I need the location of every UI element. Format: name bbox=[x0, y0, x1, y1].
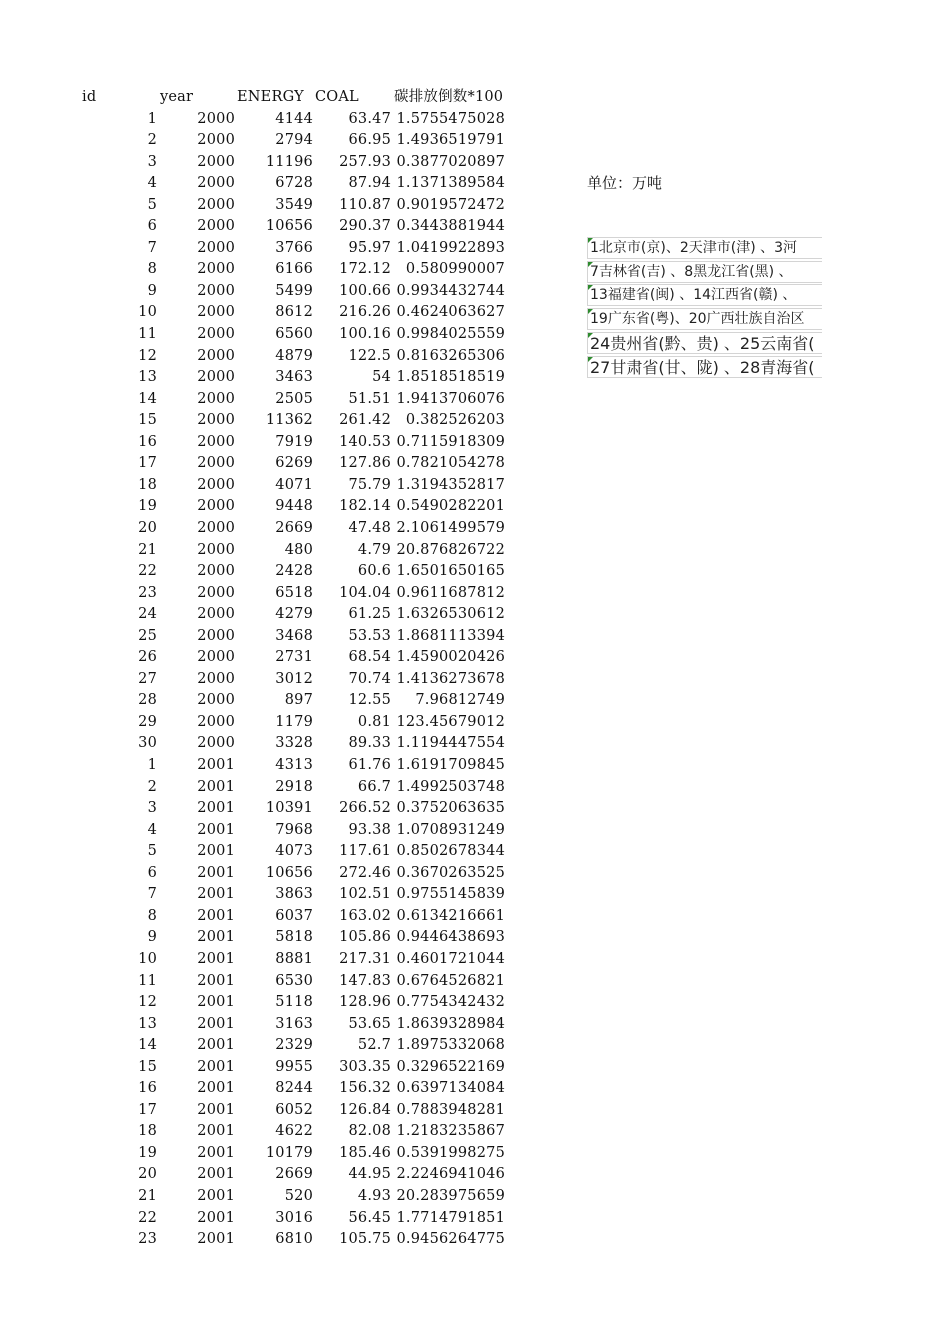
cell-year[interactable]: 2001 bbox=[197, 843, 235, 860]
cell-year[interactable]: 2001 bbox=[197, 1123, 235, 1140]
cell-carbon-inverse[interactable]: 0.9446438693 bbox=[396, 929, 505, 946]
cell-coal[interactable]: 185.46 bbox=[339, 1144, 391, 1161]
cell-year[interactable]: 2000 bbox=[197, 519, 235, 536]
cell-coal[interactable]: 105.75 bbox=[339, 1231, 391, 1248]
cell-coal[interactable]: 95.97 bbox=[348, 239, 391, 256]
cell-year[interactable]: 2000 bbox=[197, 282, 235, 299]
cell-carbon-inverse[interactable]: 1.4590020426 bbox=[396, 649, 505, 666]
cell-energy[interactable]: 10391 bbox=[265, 800, 313, 817]
cell-coal[interactable]: 290.37 bbox=[339, 218, 391, 235]
cell-carbon-inverse[interactable]: 0.6134216661 bbox=[396, 907, 505, 924]
cell-carbon-inverse[interactable]: 1.8975332068 bbox=[396, 1037, 505, 1054]
cell-coal[interactable]: 100.16 bbox=[339, 326, 391, 342]
cell-energy[interactable]: 11196 bbox=[265, 153, 313, 170]
cell-id[interactable]: 17 bbox=[138, 455, 157, 472]
cell-year[interactable]: 2001 bbox=[197, 1231, 235, 1248]
cell-energy[interactable]: 2794 bbox=[275, 132, 313, 149]
cell-id[interactable]: 21 bbox=[138, 541, 157, 558]
cell-year[interactable]: 2000 bbox=[197, 326, 235, 342]
cell-id[interactable]: 8 bbox=[147, 907, 157, 924]
cell-energy[interactable]: 3766 bbox=[275, 239, 313, 256]
cell-energy[interactable]: 4071 bbox=[275, 476, 313, 493]
cell-id[interactable]: 9 bbox=[147, 929, 157, 946]
cell-carbon-inverse[interactable]: 1.7714791851 bbox=[396, 1209, 505, 1226]
cell-year[interactable]: 2001 bbox=[197, 1058, 235, 1075]
cell-id[interactable]: 18 bbox=[138, 476, 157, 493]
cell-carbon-inverse[interactable]: 0.3296522169 bbox=[396, 1058, 505, 1075]
cell-id[interactable]: 9 bbox=[147, 282, 157, 299]
cell-id[interactable]: 4 bbox=[147, 175, 157, 192]
cell-coal[interactable]: 261.42 bbox=[339, 412, 391, 429]
cell-energy[interactable]: 3163 bbox=[275, 1015, 313, 1032]
cell-coal[interactable]: 147.83 bbox=[339, 972, 391, 989]
cell-carbon-inverse[interactable]: 0.7821054278 bbox=[396, 455, 505, 472]
header-energy[interactable]: ENERGY bbox=[237, 89, 304, 105]
cell-carbon-inverse[interactable]: 2.1061499579 bbox=[396, 519, 505, 536]
cell-energy[interactable]: 2329 bbox=[275, 1037, 313, 1054]
cell-coal[interactable]: 51.51 bbox=[348, 390, 391, 407]
cell-carbon-inverse[interactable]: 1.0419922893 bbox=[396, 239, 505, 256]
cell-id[interactable]: 11 bbox=[138, 972, 157, 989]
cell-energy[interactable]: 4879 bbox=[275, 347, 313, 364]
cell-energy[interactable]: 2505 bbox=[275, 390, 313, 407]
cell-carbon-inverse[interactable]: 0.3877020897 bbox=[396, 153, 505, 170]
cell-year[interactable]: 2001 bbox=[197, 1166, 235, 1183]
cell-id[interactable]: 23 bbox=[138, 1231, 157, 1248]
cell-energy[interactable]: 10656 bbox=[265, 864, 313, 881]
cell-coal[interactable]: 172.12 bbox=[339, 261, 391, 278]
cell-id[interactable]: 6 bbox=[147, 864, 157, 881]
cell-year[interactable]: 2000 bbox=[197, 713, 235, 730]
cell-coal[interactable]: 182.14 bbox=[339, 498, 391, 515]
province-note-cell[interactable]: 24贵州省(黔、贵) 、25云南省( bbox=[587, 332, 822, 354]
cell-id[interactable]: 30 bbox=[138, 735, 157, 752]
cell-coal[interactable]: 126.84 bbox=[339, 1101, 391, 1118]
cell-year[interactable]: 2001 bbox=[197, 994, 235, 1011]
cell-year[interactable]: 2000 bbox=[197, 692, 235, 709]
cell-coal[interactable]: 266.52 bbox=[339, 800, 391, 817]
cell-id[interactable]: 3 bbox=[147, 800, 157, 817]
cell-year[interactable]: 2001 bbox=[197, 1144, 235, 1161]
cell-carbon-inverse[interactable]: 0.4624063627 bbox=[396, 304, 505, 321]
cell-carbon-inverse[interactable]: 1.4992503748 bbox=[396, 778, 505, 795]
cell-id[interactable]: 10 bbox=[138, 304, 157, 321]
cell-coal[interactable]: 117.61 bbox=[339, 843, 391, 860]
cell-year[interactable]: 2000 bbox=[197, 412, 235, 429]
cell-year[interactable]: 2001 bbox=[197, 907, 235, 924]
cell-energy[interactable]: 3549 bbox=[275, 196, 313, 213]
header-id[interactable]: id bbox=[82, 89, 97, 105]
cell-coal[interactable]: 87.94 bbox=[348, 175, 391, 192]
cell-year[interactable]: 2000 bbox=[197, 304, 235, 321]
cell-carbon-inverse[interactable]: 123.45679012 bbox=[396, 713, 505, 730]
cell-coal[interactable]: 104.04 bbox=[339, 584, 391, 601]
cell-energy[interactable]: 4073 bbox=[275, 843, 313, 860]
cell-energy[interactable]: 2918 bbox=[275, 778, 313, 795]
cell-year[interactable]: 2000 bbox=[197, 153, 235, 170]
cell-energy[interactable]: 9448 bbox=[275, 498, 313, 515]
cell-year[interactable]: 2000 bbox=[197, 627, 235, 644]
cell-year[interactable]: 2000 bbox=[197, 175, 235, 192]
cell-id[interactable]: 26 bbox=[138, 649, 157, 666]
cell-carbon-inverse[interactable]: 0.4601721044 bbox=[396, 950, 505, 967]
cell-energy[interactable]: 3328 bbox=[275, 735, 313, 752]
cell-coal[interactable]: 105.86 bbox=[339, 929, 391, 946]
cell-energy[interactable]: 2731 bbox=[275, 649, 313, 666]
cell-carbon-inverse[interactable]: 1.9413706076 bbox=[396, 390, 505, 407]
cell-energy[interactable]: 6037 bbox=[275, 907, 313, 924]
cell-id[interactable]: 20 bbox=[138, 519, 157, 536]
cell-energy[interactable]: 4279 bbox=[275, 606, 313, 623]
cell-carbon-inverse[interactable]: 0.3670263525 bbox=[396, 864, 505, 881]
cell-year[interactable]: 2000 bbox=[197, 261, 235, 278]
cell-id[interactable]: 5 bbox=[147, 843, 157, 860]
cell-carbon-inverse[interactable]: 0.5490282201 bbox=[396, 498, 505, 515]
cell-energy[interactable]: 520 bbox=[284, 1188, 313, 1204]
cell-energy[interactable]: 6810 bbox=[275, 1231, 313, 1248]
cell-energy[interactable]: 6530 bbox=[275, 972, 313, 989]
province-note-cell[interactable]: 1北京市(京)、2天津市(津) 、3河 bbox=[587, 237, 822, 259]
cell-year[interactable]: 2000 bbox=[197, 606, 235, 623]
cell-carbon-inverse[interactable]: 0.382526203 bbox=[405, 412, 505, 429]
cell-carbon-inverse[interactable]: 7.96812749 bbox=[415, 692, 505, 709]
cell-carbon-inverse[interactable]: 0.7883948281 bbox=[396, 1101, 505, 1118]
header-year[interactable]: year bbox=[160, 89, 194, 105]
cell-coal[interactable]: 257.93 bbox=[339, 153, 391, 170]
cell-year[interactable]: 2001 bbox=[197, 778, 235, 795]
cell-energy[interactable]: 6052 bbox=[275, 1101, 313, 1118]
cell-id[interactable]: 3 bbox=[147, 153, 157, 170]
cell-energy[interactable]: 10179 bbox=[265, 1144, 313, 1161]
cell-coal[interactable]: 110.87 bbox=[339, 196, 391, 213]
cell-year[interactable]: 2001 bbox=[197, 1209, 235, 1226]
cell-carbon-inverse[interactable]: 1.2183235867 bbox=[396, 1123, 505, 1140]
cell-year[interactable]: 2001 bbox=[197, 1037, 235, 1054]
cell-energy[interactable]: 3863 bbox=[275, 886, 313, 903]
cell-id[interactable]: 25 bbox=[138, 627, 157, 644]
cell-carbon-inverse[interactable]: 0.3752063635 bbox=[396, 800, 505, 817]
cell-id[interactable]: 11 bbox=[138, 326, 157, 342]
cell-id[interactable]: 8 bbox=[147, 261, 157, 278]
cell-coal[interactable]: 127.86 bbox=[339, 455, 391, 472]
cell-carbon-inverse[interactable]: 0.9456264775 bbox=[396, 1231, 505, 1248]
cell-carbon-inverse[interactable]: 0.7115918309 bbox=[396, 433, 505, 450]
cell-id[interactable]: 13 bbox=[138, 369, 157, 386]
cell-id[interactable]: 16 bbox=[138, 1080, 157, 1097]
cell-carbon-inverse[interactable]: 1.0708931249 bbox=[396, 821, 505, 838]
cell-energy[interactable]: 6269 bbox=[275, 455, 313, 472]
cell-id[interactable]: 15 bbox=[138, 412, 157, 429]
cell-id[interactable]: 14 bbox=[138, 1037, 157, 1054]
cell-coal[interactable]: 100.66 bbox=[339, 282, 391, 299]
cell-energy[interactable]: 3012 bbox=[275, 670, 313, 687]
cell-carbon-inverse[interactable]: 1.1371389584 bbox=[396, 175, 505, 192]
cell-carbon-inverse[interactable]: 0.9755145839 bbox=[396, 886, 505, 903]
cell-coal[interactable]: 4.79 bbox=[357, 541, 391, 558]
cell-carbon-inverse[interactable]: 0.580990007 bbox=[405, 261, 505, 278]
cell-energy[interactable]: 4622 bbox=[275, 1123, 313, 1140]
cell-coal[interactable]: 272.46 bbox=[339, 864, 391, 881]
cell-year[interactable]: 2000 bbox=[197, 455, 235, 472]
cell-coal[interactable]: 70.74 bbox=[348, 670, 391, 687]
cell-energy[interactable]: 2669 bbox=[275, 1166, 313, 1183]
cell-id[interactable]: 27 bbox=[138, 670, 157, 687]
cell-year[interactable]: 2000 bbox=[197, 670, 235, 687]
cell-year[interactable]: 2000 bbox=[197, 735, 235, 752]
province-note-cell[interactable]: 27甘肃省(甘、陇) 、28青海省( bbox=[587, 356, 822, 378]
cell-coal[interactable]: 122.5 bbox=[348, 347, 391, 364]
cell-id[interactable]: 2 bbox=[147, 778, 157, 795]
cell-energy[interactable]: 7968 bbox=[275, 821, 313, 838]
header-carbon-inverse[interactable]: 碳排放倒数*100 bbox=[394, 89, 504, 105]
cell-year[interactable]: 2000 bbox=[197, 476, 235, 493]
cell-year[interactable]: 2000 bbox=[197, 433, 235, 450]
cell-coal[interactable]: 47.48 bbox=[348, 519, 391, 536]
cell-energy[interactable]: 6560 bbox=[275, 326, 313, 342]
cell-year[interactable]: 2001 bbox=[197, 1101, 235, 1118]
cell-year[interactable]: 2001 bbox=[197, 864, 235, 881]
cell-energy[interactable]: 6518 bbox=[275, 584, 313, 601]
cell-energy[interactable]: 7919 bbox=[275, 433, 313, 450]
cell-id[interactable]: 19 bbox=[138, 1144, 157, 1161]
cell-carbon-inverse[interactable]: 20.283975659 bbox=[396, 1188, 505, 1204]
cell-id[interactable]: 12 bbox=[138, 994, 157, 1011]
cell-id[interactable]: 23 bbox=[138, 584, 157, 601]
cell-energy[interactable]: 6728 bbox=[275, 175, 313, 192]
cell-year[interactable]: 2000 bbox=[197, 390, 235, 407]
cell-id[interactable]: 5 bbox=[147, 196, 157, 213]
cell-id[interactable]: 13 bbox=[138, 1015, 157, 1032]
cell-carbon-inverse[interactable]: 1.6191709845 bbox=[396, 757, 505, 773]
cell-carbon-inverse[interactable]: 2.2246941046 bbox=[396, 1166, 505, 1183]
cell-carbon-inverse[interactable]: 1.8639328984 bbox=[396, 1015, 505, 1032]
cell-id[interactable]: 21 bbox=[138, 1188, 157, 1204]
cell-id[interactable]: 22 bbox=[138, 1209, 157, 1226]
cell-year[interactable]: 2001 bbox=[197, 886, 235, 903]
cell-coal[interactable]: 66.95 bbox=[348, 132, 391, 149]
cell-energy[interactable]: 2428 bbox=[275, 563, 313, 580]
cell-id[interactable]: 7 bbox=[147, 239, 157, 256]
cell-energy[interactable]: 3016 bbox=[275, 1209, 313, 1226]
cell-coal[interactable]: 0.81 bbox=[357, 713, 391, 730]
cell-energy[interactable]: 480 bbox=[284, 541, 313, 558]
cell-carbon-inverse[interactable]: 1.3194352817 bbox=[396, 476, 505, 493]
cell-carbon-inverse[interactable]: 0.6764526821 bbox=[396, 972, 505, 989]
cell-carbon-inverse[interactable]: 1.8518518519 bbox=[396, 369, 505, 386]
cell-coal[interactable]: 54 bbox=[372, 369, 391, 386]
cell-energy[interactable]: 897 bbox=[284, 692, 313, 709]
header-coal[interactable]: COAL bbox=[315, 89, 359, 105]
cell-coal[interactable]: 75.79 bbox=[348, 476, 391, 493]
cell-coal[interactable]: 82.08 bbox=[348, 1123, 391, 1140]
cell-coal[interactable]: 68.54 bbox=[348, 649, 391, 666]
cell-coal[interactable]: 63.47 bbox=[348, 110, 391, 127]
cell-energy[interactable]: 3468 bbox=[275, 627, 313, 644]
cell-coal[interactable]: 163.02 bbox=[339, 907, 391, 924]
cell-energy[interactable]: 11362 bbox=[265, 412, 313, 429]
cell-coal[interactable]: 102.51 bbox=[339, 886, 391, 903]
cell-energy[interactable]: 8612 bbox=[275, 304, 313, 321]
cell-coal[interactable]: 140.53 bbox=[339, 433, 391, 450]
cell-coal[interactable]: 44.95 bbox=[348, 1166, 391, 1183]
cell-energy[interactable]: 5499 bbox=[275, 282, 313, 299]
cell-id[interactable]: 1 bbox=[147, 757, 157, 773]
cell-energy[interactable]: 2669 bbox=[275, 519, 313, 536]
cell-id[interactable]: 15 bbox=[138, 1058, 157, 1075]
cell-coal[interactable]: 12.55 bbox=[348, 692, 391, 709]
cell-carbon-inverse[interactable]: 20.876826722 bbox=[396, 541, 505, 558]
cell-id[interactable]: 18 bbox=[138, 1123, 157, 1140]
cell-id[interactable]: 28 bbox=[138, 692, 157, 709]
cell-year[interactable]: 2001 bbox=[197, 950, 235, 967]
cell-coal[interactable]: 52.7 bbox=[357, 1037, 391, 1054]
unit-label[interactable]: 单位：万吨 bbox=[587, 174, 663, 192]
cell-id[interactable]: 10 bbox=[138, 950, 157, 967]
cell-carbon-inverse[interactable]: 1.4136273678 bbox=[396, 670, 505, 687]
cell-year[interactable]: 2001 bbox=[197, 1080, 235, 1097]
cell-year[interactable]: 2000 bbox=[197, 132, 235, 149]
cell-coal[interactable]: 128.96 bbox=[339, 994, 391, 1011]
cell-coal[interactable]: 93.38 bbox=[348, 821, 391, 838]
cell-energy[interactable]: 8881 bbox=[275, 950, 313, 967]
cell-carbon-inverse[interactable]: 0.9611687812 bbox=[396, 584, 505, 601]
cell-carbon-inverse[interactable]: 1.8681113394 bbox=[396, 627, 505, 644]
cell-energy[interactable]: 10656 bbox=[265, 218, 313, 235]
cell-coal[interactable]: 156.32 bbox=[339, 1080, 391, 1097]
cell-year[interactable]: 2000 bbox=[197, 239, 235, 256]
cell-id[interactable]: 7 bbox=[147, 886, 157, 903]
cell-id[interactable]: 22 bbox=[138, 563, 157, 580]
cell-id[interactable]: 2 bbox=[147, 132, 157, 149]
cell-year[interactable]: 2000 bbox=[197, 110, 235, 127]
cell-year[interactable]: 2000 bbox=[197, 541, 235, 558]
cell-coal[interactable]: 89.33 bbox=[348, 735, 391, 752]
cell-carbon-inverse[interactable]: 0.3443881944 bbox=[396, 218, 505, 235]
cell-coal[interactable]: 4.93 bbox=[357, 1188, 391, 1204]
cell-carbon-inverse[interactable]: 0.5391998275 bbox=[396, 1144, 505, 1161]
cell-energy[interactable]: 9955 bbox=[275, 1058, 313, 1075]
cell-carbon-inverse[interactable]: 0.9934432744 bbox=[396, 282, 505, 299]
cell-year[interactable]: 2000 bbox=[197, 347, 235, 364]
province-note-cell[interactable]: 7吉林省(吉) 、8黑龙江省(黑) 、 bbox=[587, 261, 822, 283]
cell-carbon-inverse[interactable]: 0.9019572472 bbox=[396, 196, 505, 213]
cell-year[interactable]: 2001 bbox=[197, 929, 235, 946]
cell-id[interactable]: 16 bbox=[138, 433, 157, 450]
cell-year[interactable]: 2000 bbox=[197, 649, 235, 666]
cell-year[interactable]: 2001 bbox=[197, 821, 235, 838]
province-note-cell[interactable]: 13福建省(闽) 、14江西省(赣) 、 bbox=[587, 284, 822, 306]
cell-id[interactable]: 1 bbox=[147, 110, 157, 127]
cell-id[interactable]: 6 bbox=[147, 218, 157, 235]
province-note-cell[interactable]: 19广东省(粤)、20广西壮族自治区 bbox=[587, 308, 822, 330]
cell-carbon-inverse[interactable]: 0.9984025559 bbox=[396, 326, 505, 342]
cell-coal[interactable]: 60.6 bbox=[357, 563, 391, 580]
cell-coal[interactable]: 66.7 bbox=[357, 778, 391, 795]
cell-year[interactable]: 2000 bbox=[197, 196, 235, 213]
cell-id[interactable]: 20 bbox=[138, 1166, 157, 1183]
cell-coal[interactable]: 61.76 bbox=[348, 757, 391, 773]
cell-carbon-inverse[interactable]: 0.8502678344 bbox=[396, 843, 505, 860]
cell-carbon-inverse[interactable]: 0.8163265306 bbox=[396, 347, 505, 364]
cell-coal[interactable]: 53.65 bbox=[348, 1015, 391, 1032]
cell-energy[interactable]: 4313 bbox=[275, 757, 313, 773]
cell-carbon-inverse[interactable]: 1.6501650165 bbox=[396, 563, 505, 580]
cell-year[interactable]: 2001 bbox=[197, 800, 235, 817]
cell-carbon-inverse[interactable]: 0.6397134084 bbox=[396, 1080, 505, 1097]
cell-id[interactable]: 24 bbox=[138, 606, 157, 623]
cell-energy[interactable]: 6166 bbox=[275, 261, 313, 278]
cell-year[interactable]: 2000 bbox=[197, 584, 235, 601]
cell-year[interactable]: 2001 bbox=[197, 757, 235, 773]
cell-coal[interactable]: 56.45 bbox=[348, 1209, 391, 1226]
cell-energy[interactable]: 4144 bbox=[275, 110, 313, 127]
cell-energy[interactable]: 5818 bbox=[275, 929, 313, 946]
cell-year[interactable]: 2001 bbox=[197, 972, 235, 989]
cell-coal[interactable]: 53.53 bbox=[348, 627, 391, 644]
cell-year[interactable]: 2000 bbox=[197, 498, 235, 515]
cell-id[interactable]: 29 bbox=[138, 713, 157, 730]
cell-carbon-inverse[interactable]: 0.7754342432 bbox=[396, 994, 505, 1011]
cell-carbon-inverse[interactable]: 1.6326530612 bbox=[396, 606, 505, 623]
cell-id[interactable]: 17 bbox=[138, 1101, 157, 1118]
cell-carbon-inverse[interactable]: 1.1194447554 bbox=[396, 735, 505, 752]
cell-year[interactable]: 2000 bbox=[197, 563, 235, 580]
cell-energy[interactable]: 5118 bbox=[275, 994, 313, 1011]
cell-carbon-inverse[interactable]: 1.5755475028 bbox=[396, 110, 505, 127]
cell-id[interactable]: 4 bbox=[147, 821, 157, 838]
cell-coal[interactable]: 216.26 bbox=[339, 304, 391, 321]
cell-coal[interactable]: 217.31 bbox=[339, 950, 391, 967]
cell-year[interactable]: 2001 bbox=[197, 1188, 235, 1204]
cell-year[interactable]: 2001 bbox=[197, 1015, 235, 1032]
cell-id[interactable]: 19 bbox=[138, 498, 157, 515]
cell-energy[interactable]: 3463 bbox=[275, 369, 313, 386]
cell-id[interactable]: 12 bbox=[138, 347, 157, 364]
cell-year[interactable]: 2000 bbox=[197, 369, 235, 386]
cell-energy[interactable]: 8244 bbox=[275, 1080, 313, 1097]
cell-coal[interactable]: 303.35 bbox=[339, 1058, 391, 1075]
cell-energy[interactable]: 1179 bbox=[275, 713, 313, 730]
cell-carbon-inverse[interactable]: 1.4936519791 bbox=[396, 132, 505, 149]
cell-coal[interactable]: 61.25 bbox=[348, 606, 391, 623]
cell-id[interactable]: 14 bbox=[138, 390, 157, 407]
cell-year[interactable]: 2000 bbox=[197, 218, 235, 235]
